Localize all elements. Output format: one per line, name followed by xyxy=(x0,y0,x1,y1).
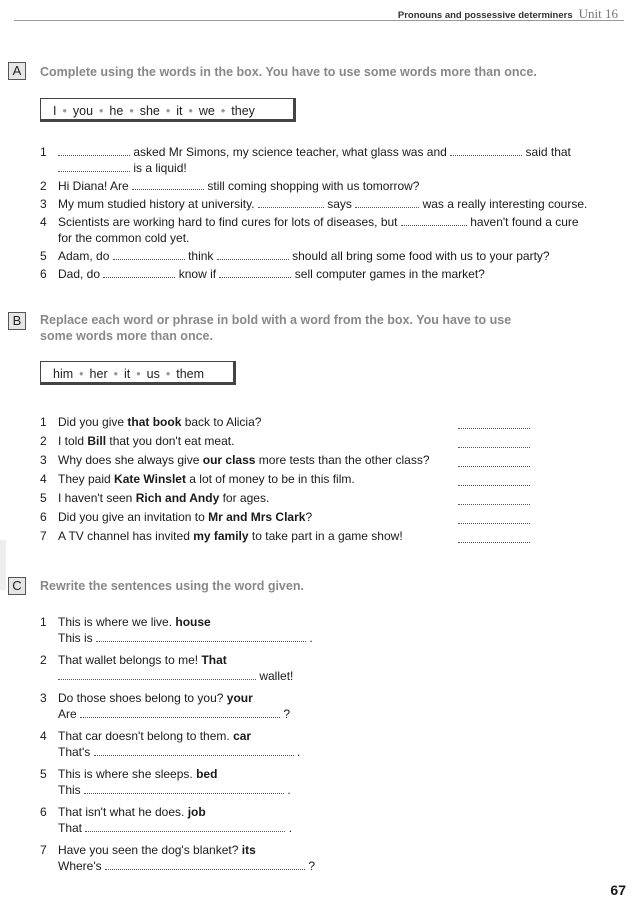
answer-line[interactable]: This . xyxy=(58,783,291,797)
section-a-word-box: I • you • he • she • it • we • they xyxy=(40,98,296,122)
answer-line[interactable] xyxy=(458,542,530,543)
exercise-item: 2 I told Bill that you don't eat meat. xyxy=(40,434,235,448)
word-box-item: she xyxy=(139,104,160,118)
exercise-item: 1 asked Mr Simons, my science teacher, what glass was and said that xyxy=(40,145,571,159)
exercise-item: 7 Have you seen the dog's blanket? its xyxy=(40,843,256,857)
exercise-item: 6 That isn't what he does. job xyxy=(40,805,206,819)
exercise-item: 2 That wallet belongs to me! That xyxy=(40,653,227,667)
exercise-item: 1 Did you give that book back to Alicia? xyxy=(40,415,262,429)
exercise-item: 5 Adam, do think should all bring some food with us to your party? xyxy=(40,249,550,263)
answer-line[interactable]: That . xyxy=(58,821,293,835)
word-box-item: we xyxy=(198,104,215,118)
answer-line[interactable] xyxy=(458,447,530,448)
header-title: Pronouns and possessive determiners xyxy=(397,10,573,21)
word-box-item: I xyxy=(53,104,57,118)
word-box-item: her xyxy=(89,367,108,381)
page-number: 67 xyxy=(610,882,626,898)
word-box-item: they xyxy=(231,104,255,118)
exercise-item: 6 Dad, do know if sell computer games in the market? xyxy=(40,267,485,281)
word-box-item: you xyxy=(72,104,94,118)
exercise-item: 2 Hi Diana! Are still coming shopping with us tomorrow? xyxy=(40,179,420,193)
answer-line[interactable] xyxy=(458,504,530,505)
section-a-instruction: Complete using the words in the box. You have to use some words more than once. xyxy=(40,65,537,79)
exercise-item: 3 Do those shoes belong to you? your xyxy=(40,691,253,705)
exercise-item: 7 A TV channel has invited my family to take part in a game show! xyxy=(40,529,403,543)
answer-line[interactable] xyxy=(458,523,530,524)
exercise-item: 5 I haven't seen Rich and Andy for ages. xyxy=(40,491,270,505)
section-b-badge: B xyxy=(8,312,26,330)
header-rule xyxy=(14,20,624,21)
word-box-item: them xyxy=(176,367,205,381)
word-box-item: us xyxy=(146,367,160,381)
exercise-item: 5 This is where she sleeps. bed xyxy=(40,767,218,781)
answer-line[interactable]: wallet! xyxy=(58,668,293,684)
exercise-item: 6 Did you give an invitation to Mr and Mrs Clark? xyxy=(40,510,313,524)
word-box-item: him xyxy=(53,367,74,381)
section-c-instruction: Rewrite the sentences using the word given. xyxy=(40,579,304,593)
answer-line[interactable] xyxy=(458,428,530,429)
exercise-item: 3 My mum studied history at university. says was a really interesting course. xyxy=(40,197,588,211)
section-b-word-box: him • her • it • us • them xyxy=(40,361,236,385)
answer-line[interactable]: That's . xyxy=(58,745,301,759)
answer-line[interactable]: Are ? xyxy=(58,707,291,721)
exercise-item: 1 This is where we live. house xyxy=(40,615,211,629)
word-box-item: it xyxy=(124,367,131,381)
section-c-badge: C xyxy=(8,577,26,595)
exercise-item-cont: is a liquid! xyxy=(58,160,187,176)
answer-line[interactable] xyxy=(458,485,530,486)
exercise-item: 4 That car doesn't belong to them. car xyxy=(40,729,252,743)
exercise-item-cont: for the common cold yet. xyxy=(58,231,190,245)
answer-line[interactable] xyxy=(458,466,530,467)
section-b-instruction-line1: Replace each word or phrase in bold with a word from the box. You have to use xyxy=(40,313,512,327)
exercise-item: 3 Why does she always give our class more tests than the other class? xyxy=(40,453,430,467)
exercise-item: 4 Scientists are working hard to find cures for lots of diseases, but haven't found a cure xyxy=(40,215,579,229)
section-a-badge: A xyxy=(8,62,26,80)
header-unit: Unit 16 xyxy=(578,6,618,21)
answer-line[interactable]: Where's ? xyxy=(58,859,316,873)
section-b-instruction-line2: some words more than once. xyxy=(40,329,213,343)
answer-line[interactable]: This is . xyxy=(58,631,313,645)
word-box-item: it xyxy=(176,104,183,118)
margin-shade xyxy=(0,540,6,590)
exercise-item: 4 They paid Kate Winslet a lot of money to be in this film. xyxy=(40,472,355,486)
word-box-item: he xyxy=(109,104,124,118)
